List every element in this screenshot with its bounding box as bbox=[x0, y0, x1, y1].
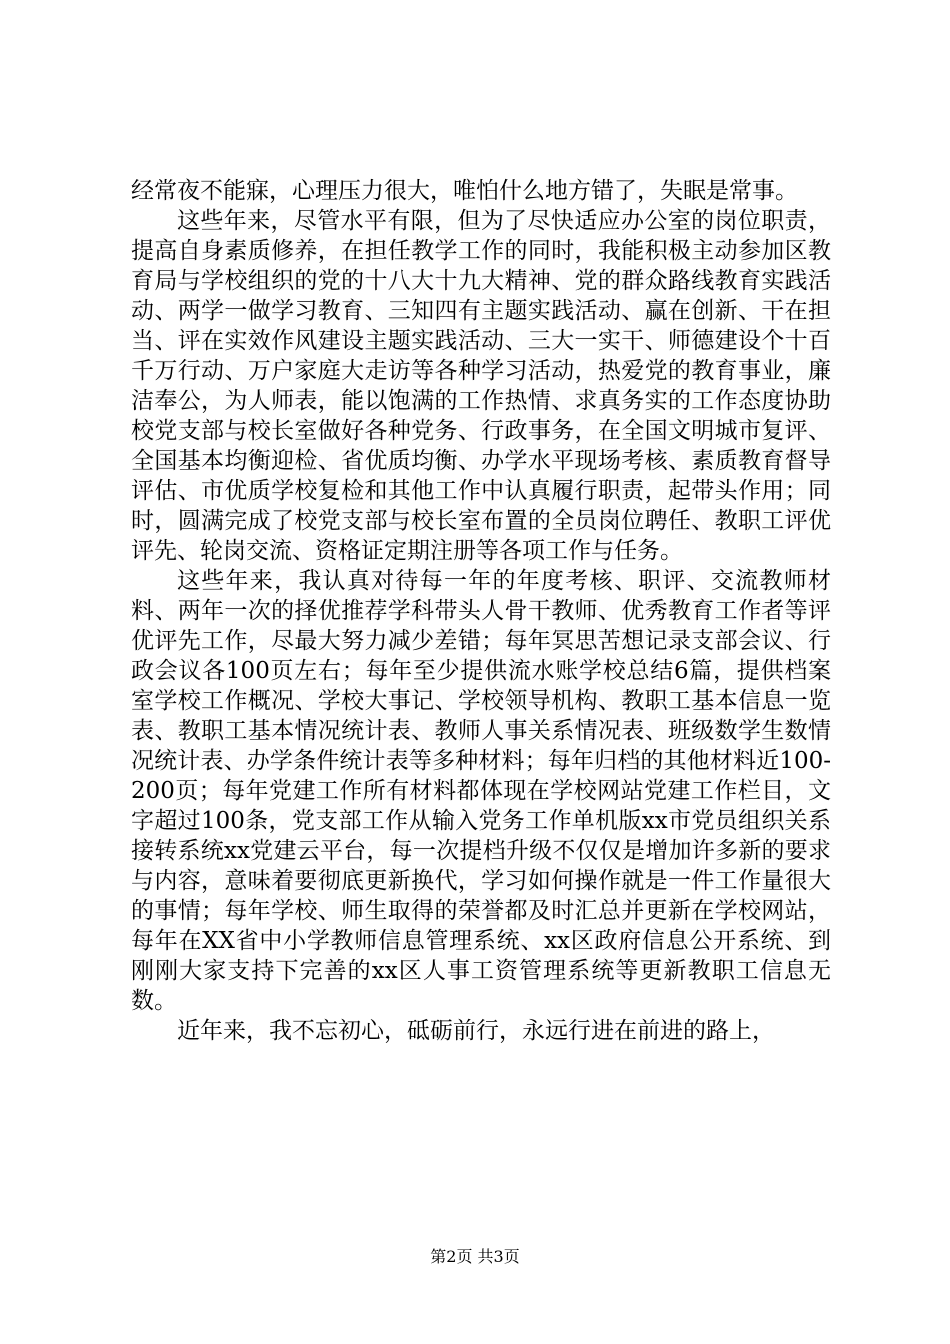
paragraph-recent-years: 近年来，我不忘初心，砥砺前行，永远行进在前进的路上， bbox=[177, 1018, 775, 1044]
document-body bbox=[131, 176, 831, 1046]
page-footer: 第2页 共3页 bbox=[430, 1247, 520, 1266]
paragraph-study-activities: 这些年来，尽管水平有限，但为了尽快适应办公室的岗位职责，提高自身素质修养，在担任教学工作的同时，我能积极主动参加区教育局与学校组织的党的十八大十九大精神、党的群众路线教育实践活动、两学一做学习教育、三知四有主题实践活动、赢在创新、干在担当、评在实效作风建设主题实践活动、三大一实干、师德建设个十百千万行动、万户家庭大走访等各种学习活动，热爱党的教育事业，廉洁奉公，为人师表，能以饱满的工作热情、求真务实的工作态度协助校党支部与校长室做好各种党务、行政事务，在全国文明城市复评、全国基本均衡迎检、省优质均衡、办学水平现场考核、素质教育督导评估、市优质学校复检和其他工作中认真履行职责，起带头作用；同时，圆满完成了校党支部与校长室布置的全员岗位聘任、教职工评优评先、轮岗交流、资格证定期注册等各项工作与任务。 bbox=[131, 208, 831, 564]
paragraph-materials-work: 这些年来，我认真对待每一年的年度考核、职评、交流教师材料、两年一次的择优推荐学科带头人骨干教师、优秀教育工作者等评优评先工作，尽最大努力减少差错；每年冥思苦想记录支部会议、行政会议各100页左右；每年至少提供流水账学校总结6篇，提供档案室学校工作概况、学校大事记、学校领导机构、教职工基本信息一览表、教职工基本情况统计表、教师人事关系情况表、班级数学生数情况统计表、办学条件统计表等多种材料；每年归档的其他材料近100-200页；每年党建工作所有材料都体现在学校网站党建工作栏目，文字超过100条，党支部工作从输入党务工作单机版xx市党员组织关系接转系统xx党建云平台，每一次提档升级不仅仅是增加许多新的要求与内容，意味着要彻底更新换代，学习如何操作就是一件工作量很大的事情；每年学校、师生取得的荣誉都及时汇总并更新在学校网站，每年在XX省中小学教师信息管理系统、xx区政府信息公开系统、到刚刚大家支持下完善的xx区人事工资管理系统等更新教职工信息无数。 bbox=[131, 568, 831, 1014]
paragraph-continued: 经常夜不能寐，心理压力很大，唯怕什么地方错了，失眠是常事。 bbox=[131, 178, 798, 204]
